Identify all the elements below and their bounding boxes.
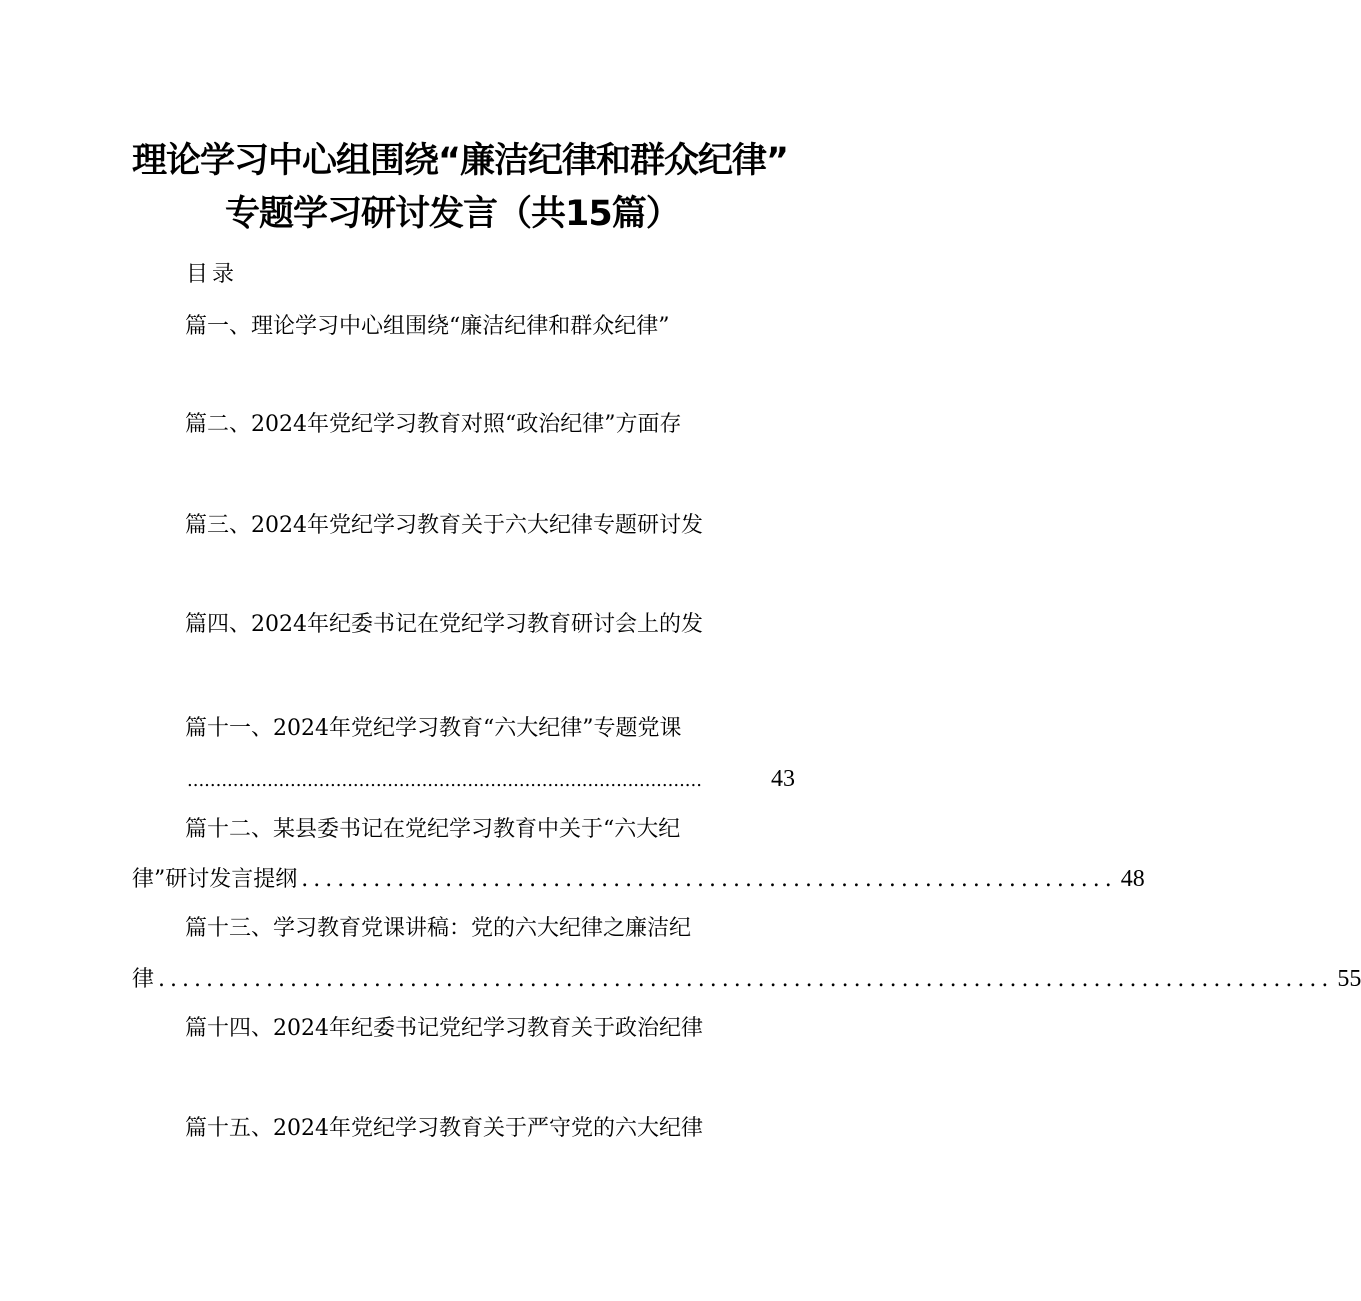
toc-entry-12-continuation[interactable]	[132, 864, 1145, 895]
toc-entry-11-leader	[187, 764, 795, 796]
toc-heading: 目录	[186, 262, 239, 287]
dot-leader: ..................................................................................................	[158, 967, 1334, 992]
page-number: 48	[1120, 866, 1145, 892]
toc-entry-4[interactable]: 篇四、2024年纪委书记在党纪学习教育研讨会上的发	[185, 612, 703, 637]
toc-entry-12[interactable]: 篇十二、某县委书记在党纪学习教育中关于“六大纪	[185, 817, 681, 842]
dot-leader: ..........................................................................................	[187, 770, 702, 791]
toc-entry-13-continuation[interactable]	[132, 964, 1361, 995]
toc-entry-13[interactable]: 篇十三、学习教育党课讲稿：党的六大纪律之廉洁纪	[185, 916, 692, 941]
toc-entry-14[interactable]: 篇十四、2024年纪委书记党纪学习教育关于政治纪律	[185, 1016, 703, 1041]
page-number: 55	[1337, 966, 1361, 992]
document-title-line-2: 专题学习研讨发言（共15篇）	[225, 194, 680, 234]
dot-leader: ....................................................................	[301, 867, 1117, 892]
toc-entry-15[interactable]: 篇十五、2024年党纪学习教育关于严守党的六大纪律	[185, 1116, 703, 1141]
toc-entry-11[interactable]: 篇十一、2024年党纪学习教育“六大纪律”专题党课	[185, 716, 682, 741]
continuation-text: 律	[132, 967, 155, 992]
toc-entry-1[interactable]: 篇一、理论学习中心组围绕“廉洁纪律和群众纪律”	[185, 314, 670, 339]
page-number: 43	[771, 766, 795, 792]
continuation-text: 律”研讨发言提纲	[132, 867, 298, 892]
document-title-line-1: 理论学习中心组围绕“廉洁纪律和群众纪律”	[132, 141, 789, 181]
toc-entry-2[interactable]: 篇二、2024年党纪学习教育对照“政治纪律”方面存	[185, 412, 682, 437]
toc-entry-3[interactable]: 篇三、2024年党纪学习教育关于六大纪律专题研讨发	[185, 513, 703, 538]
